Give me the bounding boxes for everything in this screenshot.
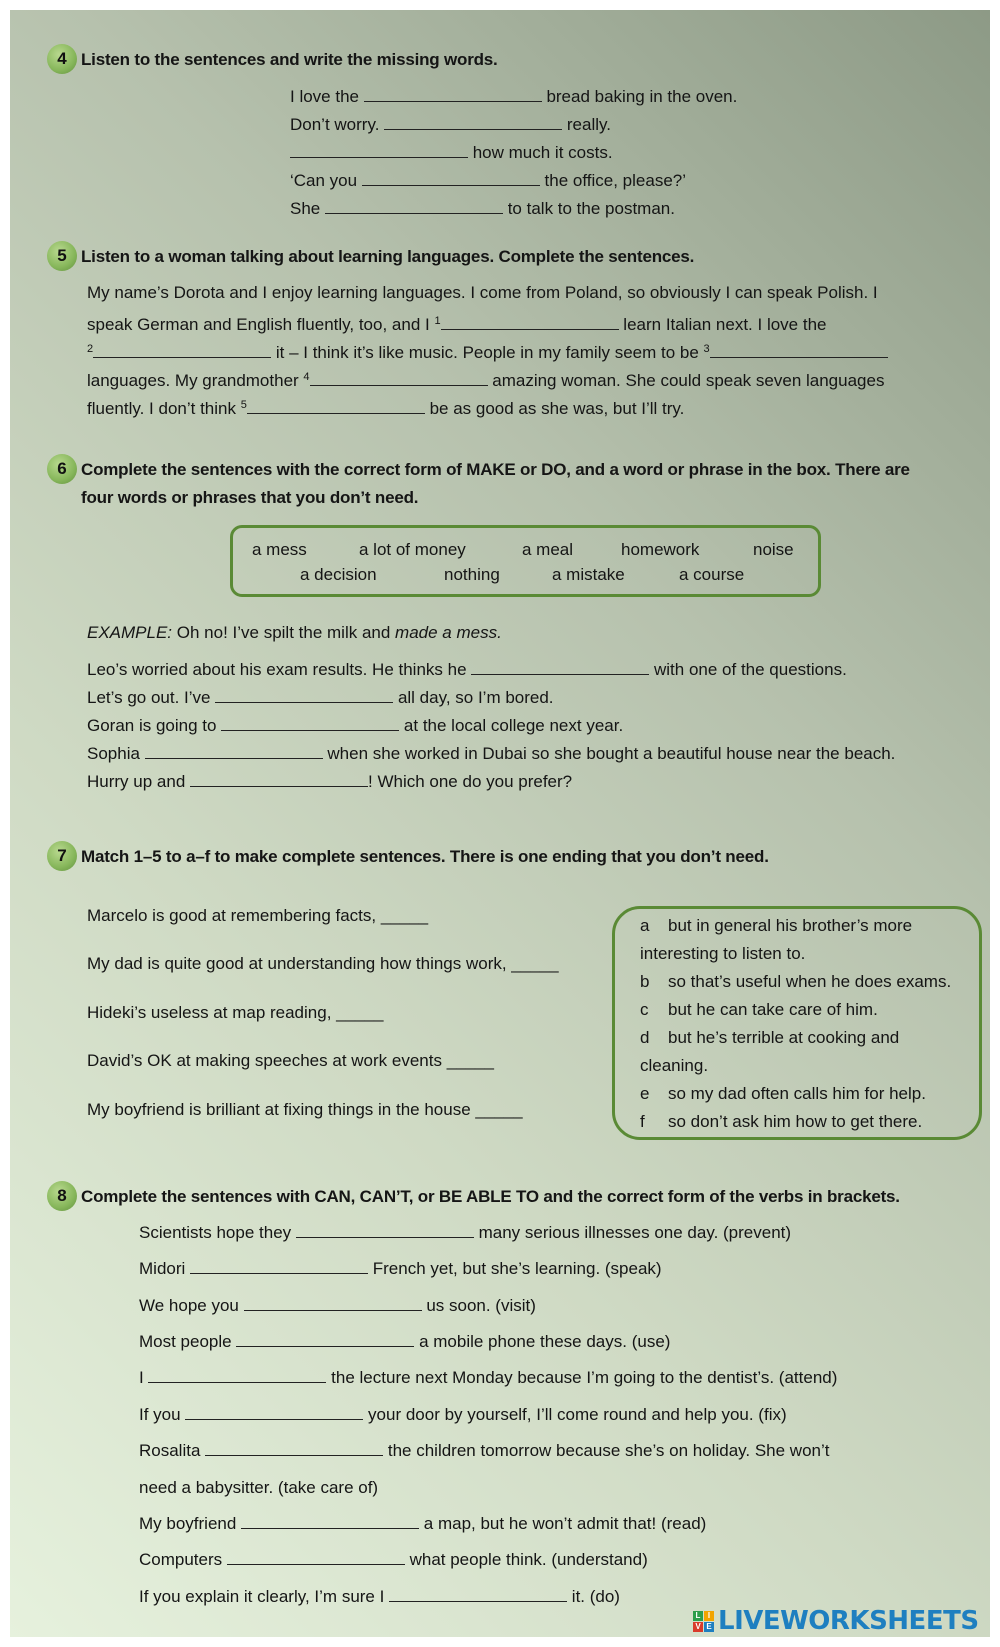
sentence-line: We hope you us soon. (visit) (139, 1296, 536, 1315)
paragraph-line: $^2$ it – I think it’s like music. People in my family seem to be $^3$ (87, 338, 888, 364)
sentence-line: Goran is going to at the local college next year. (87, 716, 624, 735)
logo-text: LIVEWORKSHEETS (718, 1606, 979, 1636)
exercise-number-badge: 5 (47, 241, 77, 271)
answer-blank[interactable] (241, 1513, 419, 1529)
word-box-item: noise (753, 540, 794, 559)
answer-blank[interactable] (215, 687, 393, 703)
exercise-instruction: four words or phrases that you don’t need. (81, 488, 419, 507)
ending-item: b so that’s useful when he does exams. (640, 972, 952, 991)
liveworksheets-logo[interactable] (693, 1606, 979, 1636)
sentence-start[interactable]: Hideki’s useless at map reading, _____ (87, 1003, 384, 1022)
sentence-line: Hurry up and ! Which one do you prefer? (87, 772, 573, 791)
answer-blank[interactable] (364, 86, 542, 102)
sentence-line: I the lecture next Monday because I’m going to the dentist’s. (attend) (139, 1368, 838, 1387)
word-box-item: a decision (300, 565, 377, 584)
answer-blank[interactable] (190, 1258, 368, 1274)
exercise-number-badge: 4 (47, 44, 77, 74)
answer-blank[interactable] (148, 1367, 326, 1383)
sentence-line: ‘Can you the office, please?’ (290, 171, 687, 190)
exercise-instruction: Listen to a woman talking about learning languages. Complete the sentences. (81, 247, 695, 266)
sentence-line: Sophia when she worked in Dubai so she bought a beautiful house near the beach. (87, 744, 896, 763)
answer-blank[interactable] (325, 198, 503, 214)
exercise-number-badge: 6 (47, 454, 77, 484)
word-box-item: homework (621, 540, 700, 559)
sentence-line: Scientists hope they many serious illnesses one day. (prevent) (139, 1223, 792, 1242)
sentence-line: My boyfriend a map, but he won’t admit that! (read) (139, 1514, 707, 1533)
exercise-instruction: Listen to the sentences and write the missing words. (81, 50, 498, 69)
sentence-line: If you your door by yourself, I’ll come round and help you. (fix) (139, 1405, 787, 1424)
answer-blank[interactable] (710, 342, 888, 358)
exercise-number-badge: 7 (47, 841, 77, 871)
word-box-item: a mistake (552, 565, 625, 584)
logo-icon: L I V E (693, 1611, 714, 1632)
paragraph-line: speak German and English fluently, too, and I $^1$ learn Italian next. I love the (87, 315, 827, 334)
answer-blank[interactable] (145, 743, 323, 759)
sentence-line: need a babysitter. (take care of) (139, 1478, 379, 1497)
sentence-line: how much it costs. (290, 142, 613, 164)
sentence-start[interactable]: My dad is quite good at understanding how things work, _____ (87, 954, 559, 973)
word-box (230, 525, 821, 597)
answer-blank[interactable] (471, 659, 649, 675)
sentence-line: Computers what people think. (understand) (139, 1550, 648, 1569)
answer-blank[interactable] (362, 170, 540, 186)
word-box-item: a mess (252, 540, 307, 559)
word-box-item: a course (679, 565, 745, 584)
sentence-start[interactable]: David’s OK at making speeches at work events _____ (87, 1051, 494, 1070)
sentence-line: She to talk to the postman. (290, 199, 675, 218)
paragraph-line: fluently. I don’t think $^5$ be as good as she was, but I’ll try. (87, 399, 685, 418)
ending-item: f so don’t ask him how to get there. (640, 1112, 923, 1131)
paragraph-line: languages. My grandmother $^4$ amazing woman. She could speak seven languages (87, 371, 885, 390)
answer-blank[interactable] (227, 1549, 405, 1565)
ending-item: interesting to listen to. (640, 944, 806, 963)
sentence-line: Leo’s worried about his exam results. He thinks he with one of the questions. (87, 660, 847, 679)
answer-blank[interactable] (296, 1222, 474, 1238)
ending-item: cleaning. (640, 1056, 709, 1075)
sentence-line: Midori French yet, but she’s learning. (speak) (139, 1259, 662, 1278)
ending-item: c but he can take care of him. (640, 1000, 878, 1019)
exercise-instruction: Complete the sentences with CAN, CAN’T, or BE ABLE TO and the correct form of the verbs in brackets. (81, 1187, 900, 1206)
ending-item: e so my dad often calls him for help. (640, 1084, 926, 1103)
answer-blank[interactable] (244, 1295, 422, 1311)
word-box-item: nothing (444, 565, 500, 584)
ending-item: d but he’s terrible at cooking and (640, 1028, 900, 1047)
sentence-line: If you explain it clearly, I’m sure I it. (do) (139, 1587, 620, 1606)
answer-blank[interactable] (389, 1586, 567, 1602)
sentence-line: I love the bread baking in the oven. (290, 87, 738, 106)
answer-blank[interactable] (384, 114, 562, 130)
answer-blank[interactable] (190, 771, 368, 787)
sentence-line: Most people a mobile phone these days. (use) (139, 1332, 671, 1351)
answer-blank[interactable] (221, 715, 399, 731)
ending-item: a but in general his brother’s more (640, 916, 913, 935)
sentence-line: Let’s go out. I’ve all day, so I’m bored. (87, 688, 554, 707)
answer-blank[interactable] (205, 1440, 383, 1456)
sentence-line: Don’t worry. really. (290, 115, 611, 134)
answer-blank[interactable] (247, 398, 425, 414)
answer-blank[interactable] (185, 1404, 363, 1420)
answer-blank[interactable] (290, 142, 468, 158)
word-box-item: a lot of money (359, 540, 466, 559)
answer-blank[interactable] (310, 370, 488, 386)
word-box-item: a meal (522, 540, 574, 559)
answer-blank[interactable] (236, 1331, 414, 1347)
sentence-start[interactable]: Marcelo is good at remembering facts, _____ (87, 906, 429, 925)
exercise-number-badge: 8 (47, 1181, 77, 1211)
sentence-line: Rosalita the children tomorrow because she’s on holiday. She won’t (139, 1441, 830, 1460)
exercise-instruction: Complete the sentences with the correct form of MAKE or DO, and a word or phrase in the box. There are (81, 460, 910, 479)
sentence-start[interactable]: My boyfriend is brilliant at fixing things in the house _____ (87, 1100, 523, 1119)
example-line: EXAMPLE: Oh no! I’ve spilt the milk and made a mess. (87, 623, 502, 642)
paragraph-line: My name’s Dorota and I enjoy learning languages. I come from Poland, so obviously I can speak Polish. I (87, 283, 878, 302)
answer-blank[interactable] (441, 314, 619, 330)
exercise-instruction: Match 1–5 to a–f to make complete sentences. There is one ending that you don’t need. (81, 847, 769, 866)
answer-blank[interactable] (93, 342, 271, 358)
